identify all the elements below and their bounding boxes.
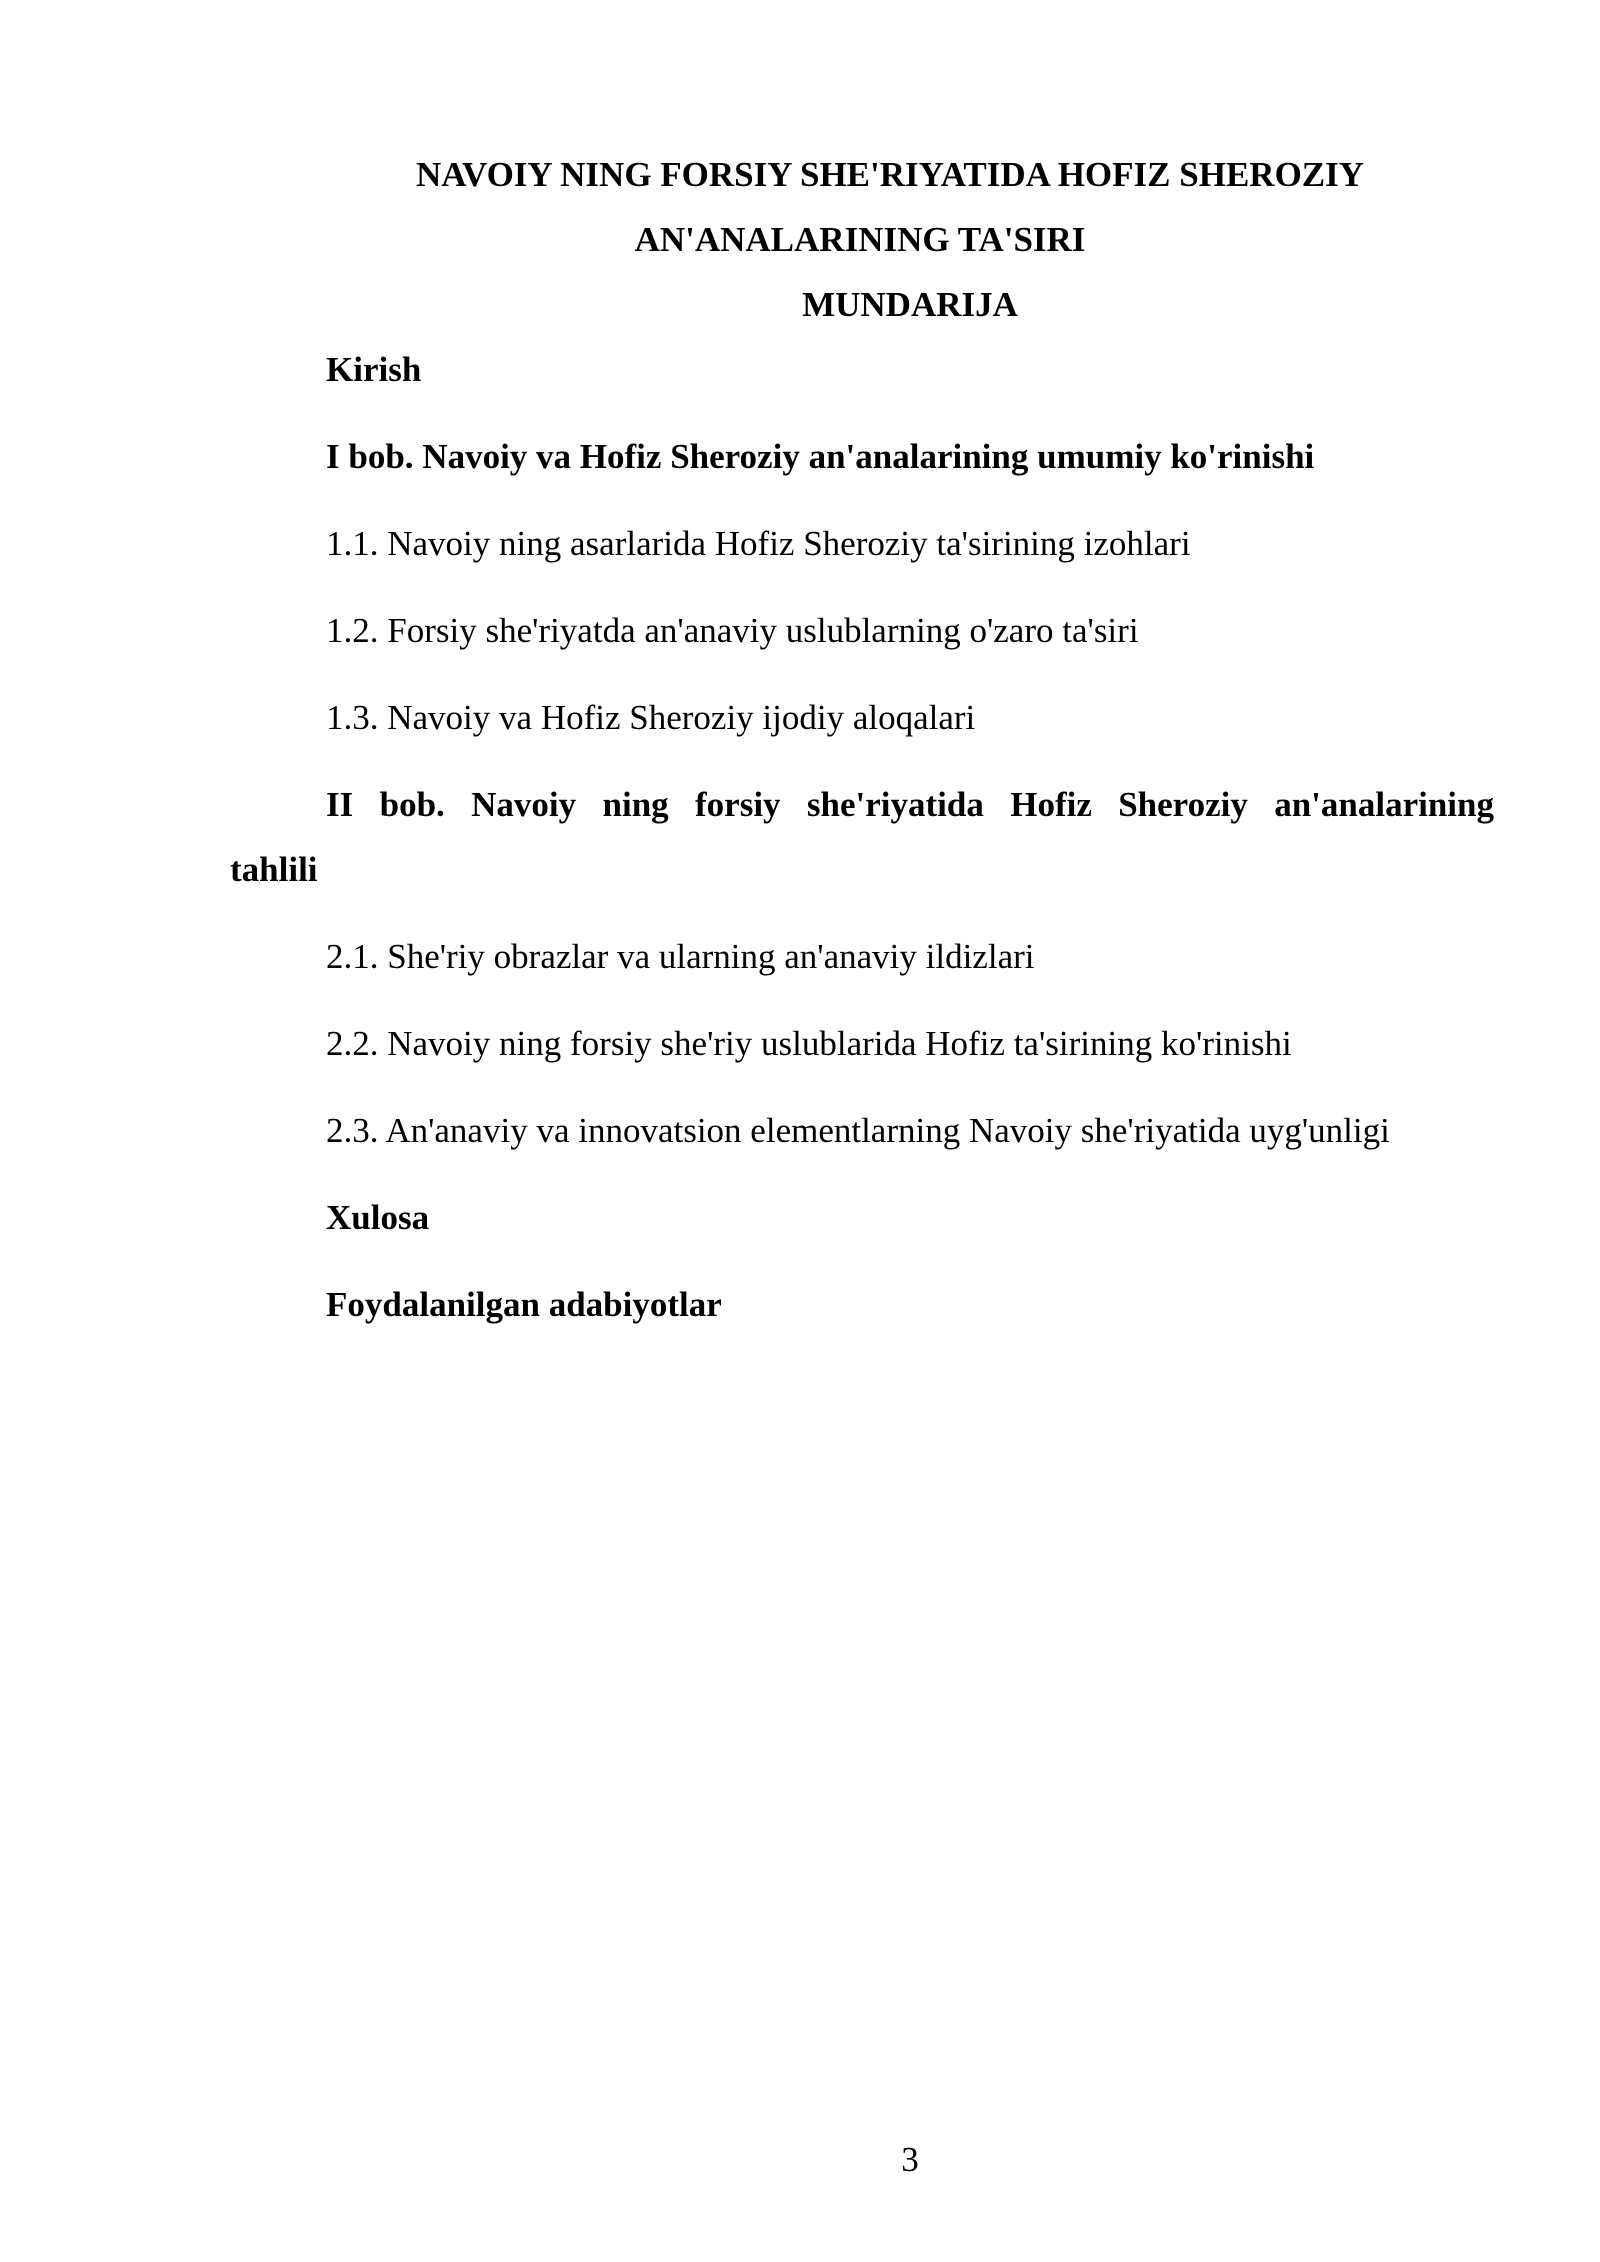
toc-item-references: Foydalanilgan adabiyotlar	[326, 1285, 722, 1324]
document-title-line-1: NAVOIY NING FORSIY SHE'RIYATIDA HOFIZ SHEROZIY	[415, 155, 1365, 194]
toc-item-conclusion: Xulosa	[326, 1198, 430, 1237]
toc-item-section-1-3: 1.3. Navoiy va Hofiz Sheroziy ijodiy aloqalari	[326, 698, 976, 737]
toc-item-section-2-2: 2.2. Navoiy ning forsiy she'riy uslublarida Hofiz ta'sirining ko'rinishi	[326, 1024, 1292, 1063]
toc-item-chapter-1: I bob. Navoiy va Hofiz Sheroziy an'analarining umumiy ko'rinishi	[326, 437, 1315, 476]
toc-item-section-2-1: 2.1. She'riy obrazlar va ularning an'anaviy ildizlari	[326, 937, 1035, 976]
toc-item-section-1-2: 1.2. Forsiy she'riyatda an'anaviy uslublarning o'zaro ta'siri	[326, 611, 1139, 650]
toc-item-section-2-3: 2.3. An'anaviy va innovatsion elementlarning Navoiy she'riyatida uyg'unligi	[326, 1111, 1390, 1150]
table-of-contents-heading: MUNDARIJA	[802, 285, 1018, 324]
document-title-line-2: AN'ANALARINING TA'SIRI	[634, 220, 1086, 259]
toc-item-chapter-2-line-2: tahlili	[230, 850, 318, 889]
page-number: 3	[901, 2140, 919, 2179]
toc-item-intro: Kirish	[326, 350, 422, 389]
toc-item-chapter-2-line-1: II bob. Navoiy ning forsiy she'riyatida Hofiz Sheroziy an'analarining	[326, 785, 1494, 824]
toc-item-section-1-1: 1.1. Navoiy ning asarlarida Hofiz Sheroziy ta'sirining izohlari	[326, 524, 1191, 563]
